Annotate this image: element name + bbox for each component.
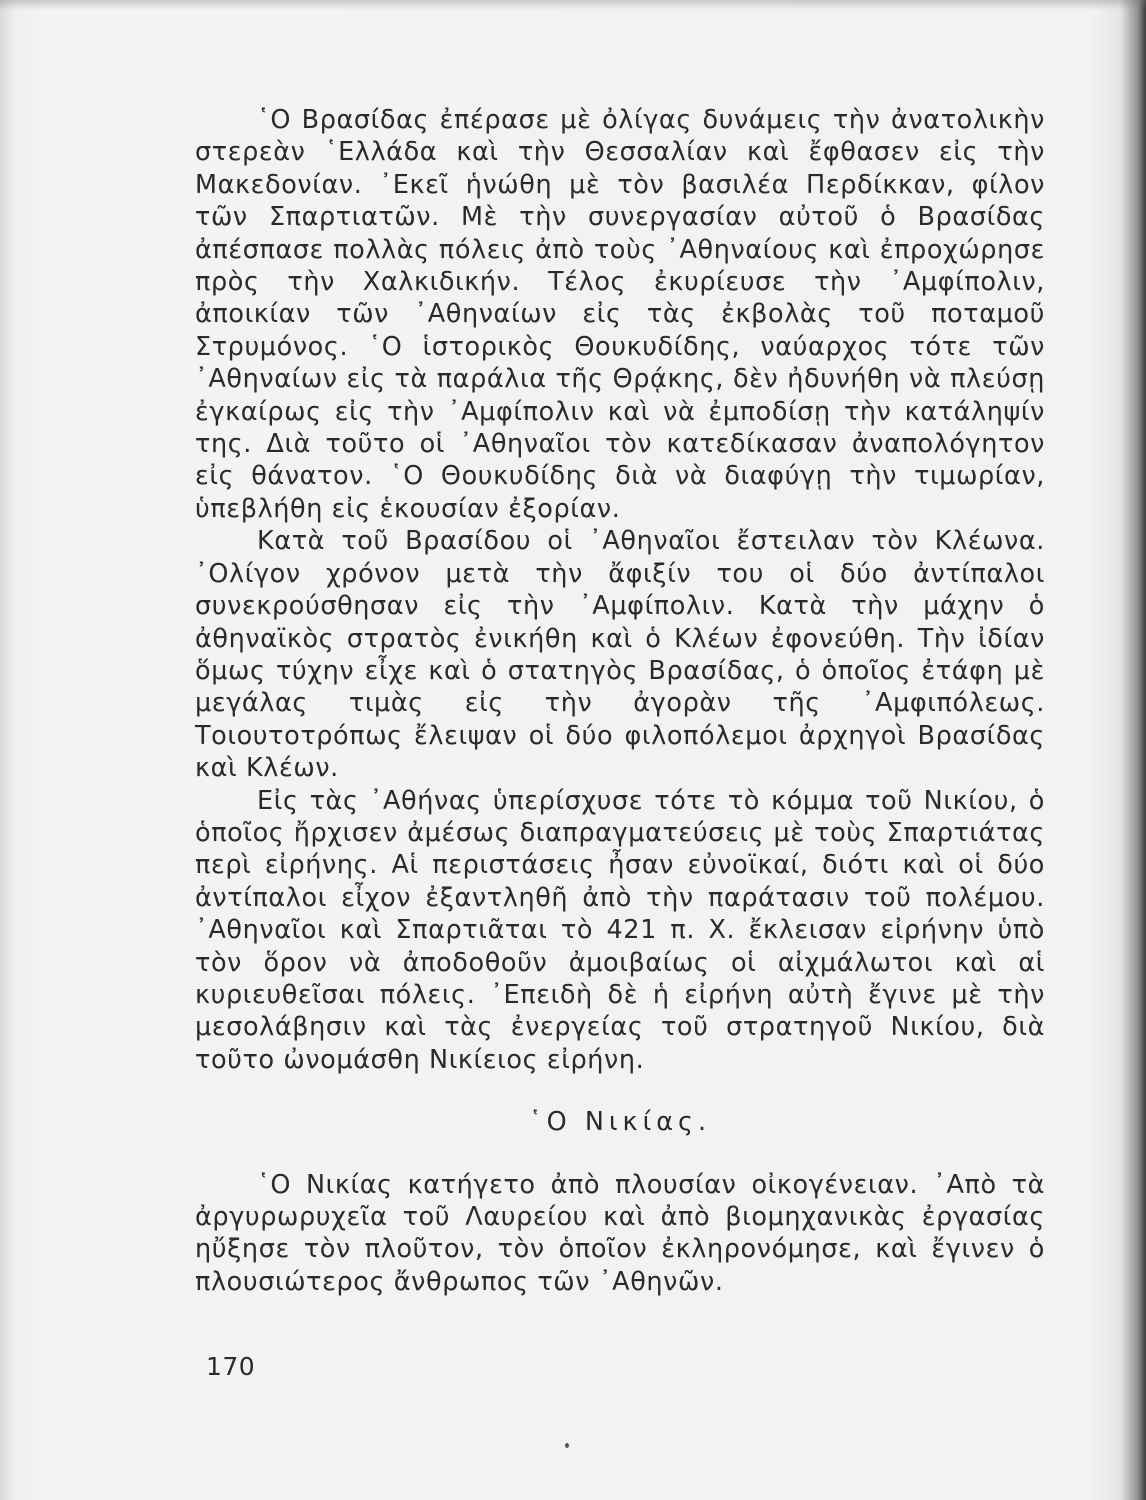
page-number: 170 xyxy=(206,1352,256,1381)
section-heading-nicias: ῾Ο Νικίας. xyxy=(528,1107,712,1138)
paragraph-cleon-amphipolis: Κατὰ τοῦ Βρασίδου οἱ ᾿Αθηναῖοι ἔστειλαν τὸν Κλέωνα. ᾿Ολίγον χρόνον μετὰ τὴν ἄφιξίν του οἱ δύο ἀντίπαλοι συνεκρούσθησαν εἰς τὴν ᾿Αμφίπολιν. Κατὰ τὴν μάχην ὁ ἀθηναϊκὸς στρατὸς ἐνικήθη καὶ ὁ Κλέων ἐφονεύθη. Τὴν ἰδίαν ὅμως τύχην εἶχε καὶ ὁ στατηγὸς Βρασίδας, ὁ ὁποῖος ἐτάφη μὲ μεγάλας τιμὰς εἰς τὴν ἀγορὰν τῆς ᾿Αμφιπόλεως. Τοιουτοτρόπως ἔλειψαν οἱ δύο φιλοπόλεμοι ἀρχηγοὶ Βρασίδας καὶ Κλέων. xyxy=(195,526,1045,784)
page-text xyxy=(195,104,1045,1298)
paragraph-peace-of-nicias: Εἰς τὰς ᾿Αθήνας ὑπερίσχυσε τότε τὸ κόμμα τοῦ Νικίου, ὁ ὁποῖος ἤρχισεν ἀμέσως διαπραγματεύσεις μὲ τοὺς Σπαρτιάτας περὶ εἰρήνης. Αἱ περιστάσεις ἦσαν εὐνοϊκαί, διότι καὶ οἱ δύο ἀντίπαλοι εἶχον ἐξαντληθῆ ἀπὸ τὴν παράτασιν τοῦ πολέμου. ᾿Αθηναῖοι καὶ Σπαρτιᾶται τὸ 421 π. Χ. ἔκλεισαν εἰρήνην ὑπὸ τὸν ὅρον νὰ ἀποδοθοῦν ἀμοιβαίως οἱ αἰχμάλωτοι καὶ αἱ κυριευθεῖσαι πόλεις. ᾿Επειδὴ δὲ ἡ εἰρήνη αὐτὴ ἔγινε μὲ τὴν μεσολάβησιν καὶ τὰς ἐνεργείας τοῦ στρατηγοῦ Νικίου, διὰ τοῦτο ὠνομάσθη Νικίειος εἰρήνη. xyxy=(195,785,1045,1075)
print-speck xyxy=(565,1443,569,1448)
page-top-shadow xyxy=(0,0,1146,10)
paragraph-nicias-wealth: ῾Ο Νικίας κατήγετο ἀπὸ πλουσίαν οἰκογένειαν. ᾿Απὸ τὰ ἀργυρωρυχεῖα τοῦ Λαυρείου καὶ ἀπὸ βιομηχανικὰς ἐργασίας ηὔξησε τὸν πλοῦτον, τὸν ὁποῖον ἐκληρονόμησε, καὶ ἔγινεν ὁ πλουσιώτερος ἄνθρωπος τῶν ᾿Αθηνῶν. xyxy=(195,1169,1045,1297)
paragraph-brasidas-campaign: ῾Ο Βρασίδας ἐπέρασε μὲ ὀλίγας δυνάμεις τὴν ἀνατολικὴν στερεὰν ῾Ελλάδα καὶ τὴν Θεσσαλίαν καὶ ἔφθασεν εἰς τὴν Μακεδονίαν. ᾿Εκεῖ ἡνώθη μὲ τὸν βασιλέα Περδίκκαν, φίλον τῶν Σπαρτιατῶν. Μὲ τὴν συνεργασίαν αὐτοῦ ὁ Βρασίδας ἀπέσπασε πολλὰς πόλεις ἀπὸ τοὺς ᾿Αθηναίους καὶ ἐπροχώρησε πρὸς τὴν Χαλκιδικήν. Τέλος ἐκυρίευσε τὴν ᾿Αμφίπολιν, ἀποικίαν τῶν ᾿Αθηναίων εἰς τὰς ἐκβολὰς τοῦ ποταμοῦ Στρυμόνος. ῾Ο ἱστορικὸς Θουκυδίδης, ναύαρχος τότε τῶν ᾿Αθηναίων εἰς τὰ παράλια τῆς Θρᾴκης, δὲν ἠδυνήθη νὰ πλεύσῃ ἐγκαίρως εἰς τὴν ᾿Αμφίπολιν καὶ νὰ ἐμποδίσῃ τὴν κατάληψίν της. Διὰ τοῦτο οἱ ᾿Αθηναῖοι τὸν κατεδίκασαν ἀναπολόγητον εἰς θάνατον. ῾Ο Θουκυδίδης διὰ νὰ διαφύγῃ τὴν τιμωρίαν, ὑπεβλήθη εἰς ἑκουσίαν ἐξορίαν. xyxy=(195,105,1045,524)
